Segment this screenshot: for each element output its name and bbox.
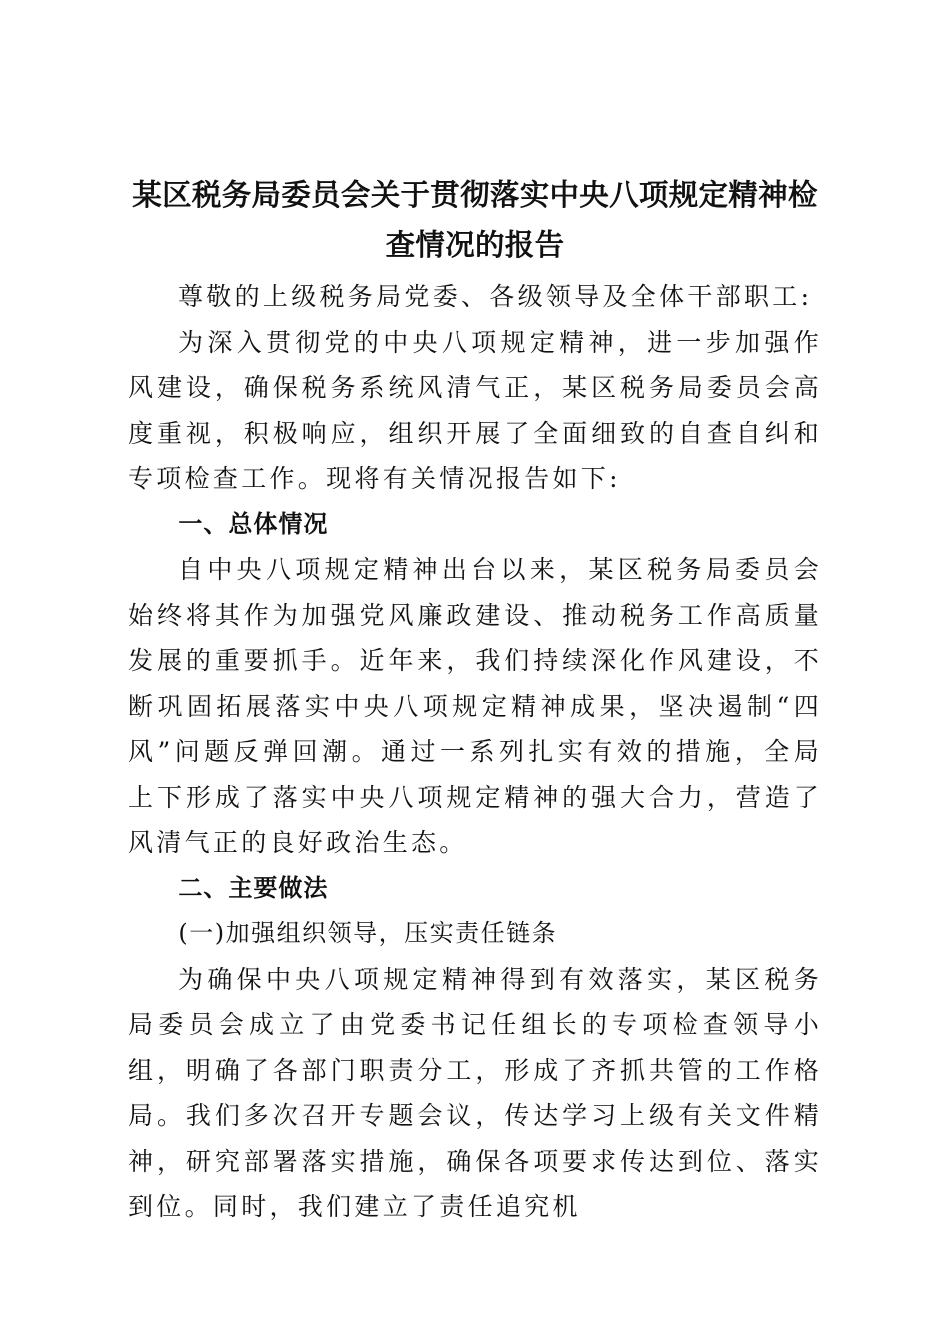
document-page bbox=[128, 170, 822, 1230]
subsection-heading-leadership: (一)加强组织领导，压实责任链条 bbox=[178, 919, 558, 947]
document-title: 某区税务局委员会关于贯彻落实中央八项规定精神检查情况的报告 bbox=[132, 178, 818, 262]
intro-paragraph: 为深入贯彻党的中央八项规定精神，进一步加强作风建设，确保税务系统风清气正，某区税务局委员会高度重视，积极响应，组织开展了全面细致的自查自纠和专项检查工作。现将有关情况报告如下: bbox=[128, 327, 822, 493]
section-heading-main-practices: 二、主要做法 bbox=[178, 873, 329, 902]
leadership-paragraph: 为确保中央八项规定精神得到有效落实，某区税务局委员会成立了由党委书记任组长的专项检查领导小组，明确了各部门职责分工，形成了齐抓共管的工作格局。我们多次召开专题会议，传达学习上级有关文件精神，研究部署落实措施，确保各项要求传达到位、落实到位。同时，我们建立了责任追究机 bbox=[128, 964, 822, 1221]
overview-paragraph: 自中央八项规定精神出台以来，某区税务局委员会始终将其作为加强党风廉政建设、推动税务工作高质量发展的重要抓手。近年来，我们持续深化作风建设，不断巩固拓展落实中央八项规定精神成果，坚决遏制“四风”问题反弹回潮。通过一系列扎实有效的措施，全局上下形成了落实中央八项规定精神的强大合力，营造了风清气正的良好政治生态。 bbox=[128, 555, 822, 857]
salutation: 尊敬的上级税务局党委、各级领导及全体干部职工: bbox=[178, 282, 813, 311]
section-heading-overview: 一、总体情况 bbox=[178, 509, 329, 538]
